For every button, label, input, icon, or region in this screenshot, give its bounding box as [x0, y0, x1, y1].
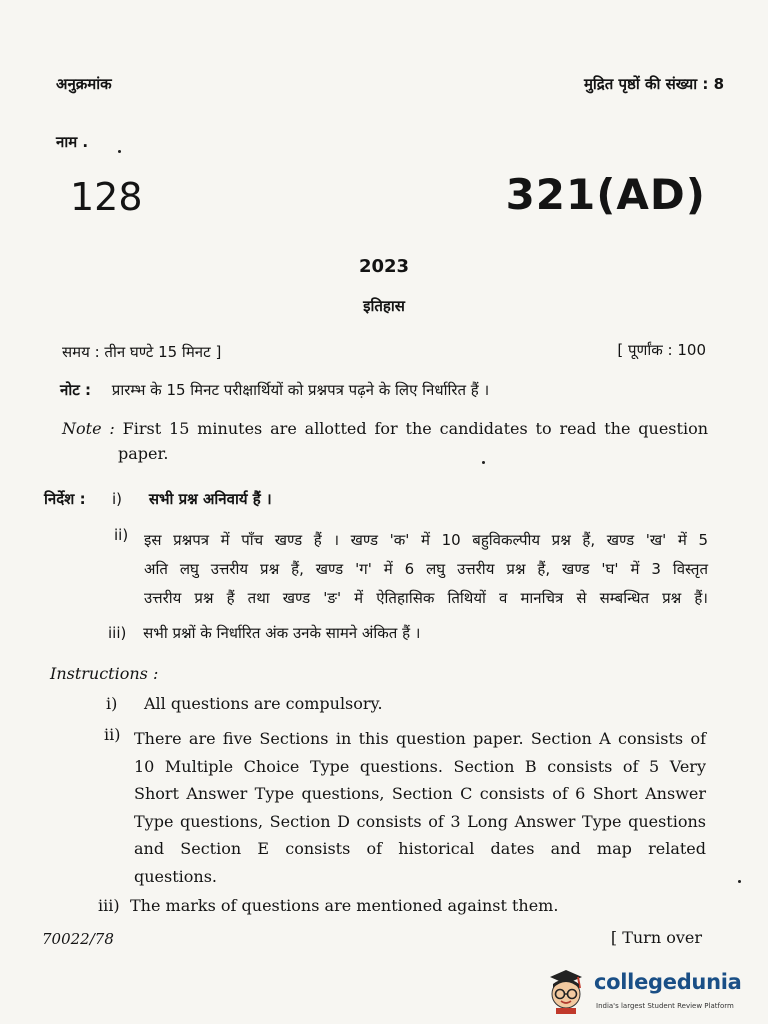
direction-hi-3-num: iii): [108, 624, 127, 642]
instruction-en-2-line-5: and Section E consists of historical dates and map related: [134, 839, 706, 858]
brand-name: collegedunia: [594, 970, 742, 994]
note-english-line-2: paper.: [118, 444, 169, 463]
direction-hi-2: [144, 526, 708, 613]
print-speck: [738, 880, 741, 883]
direction-hi-1: [112, 489, 272, 509]
subject-title: इतिहास: [363, 297, 405, 315]
brand-tagline: India's largest Student Review Platform: [596, 1002, 734, 1010]
instruction-en-3-text: The marks of questions are mentioned against them.: [130, 896, 559, 915]
exam-year: 2023: [358, 256, 410, 277]
printed-pages-label: मुद्रित पृष्ठों की संख्या : 8: [583, 75, 724, 93]
instruction-en-2-line-3: Short Answer Type questions, Section C consists of 6 Short Answer: [134, 784, 706, 803]
note-english-label: Note :: [62, 419, 115, 438]
instruction-en-2-num: ii): [104, 725, 121, 744]
instruction-en-2: [134, 725, 706, 890]
direction-hi-2-num: ii): [114, 526, 129, 544]
instruction-en-2-line-1: There are five Sections in this question paper. Section A consists of: [134, 729, 706, 748]
note-hindi-label: नोट :: [60, 381, 91, 399]
direction-hi-1-num: i): [112, 490, 123, 508]
instruction-en-1-num: i): [106, 694, 118, 713]
print-speck: [118, 150, 121, 153]
roll-number-label: अनुक्रमांक: [56, 75, 112, 93]
note-english-line-1: First 15 minutes are allotted for the candidates to read the question: [122, 419, 709, 438]
instruction-en-2-line-2: 10 Multiple Choice Type questions. Section B consists of 5 Very: [134, 756, 706, 776]
time-allowed: समय : तीन घण्टे 15 मिनट ]: [62, 343, 222, 361]
instruction-en-1-text: All questions are compulsory.: [144, 694, 383, 713]
instruction-en-2-line-4: Type questions, Section D consists of 3 Long Answer Type questions: [134, 811, 706, 831]
collegedunia-watermark: [544, 966, 740, 1020]
direction-hi-2-line-2: अति लघु उत्तरीय प्रश्न हैं, खण्ड 'ग' में 6 लघु उत्तरीय प्रश्न हैं, खण्ड 'घ' में 3 विस्तृत: [144, 560, 708, 578]
print-speck: [482, 461, 485, 464]
turn-over: [ Turn over: [610, 928, 702, 947]
name-label: नाम .: [56, 133, 89, 151]
instructions-label: Instructions :: [50, 664, 159, 683]
instruction-en-2-line-6: questions.: [134, 866, 218, 886]
direction-hi-2-line-3: उत्तरीय प्रश्न हैं तथा खण्ड 'ङ' में ऐतिहासिक तिथियों व मानचित्र से सम्बन्धित प्रश्न हैं।: [144, 589, 708, 607]
note-english: [62, 419, 708, 463]
max-marks: [ पूर्णांक : 100: [617, 341, 706, 359]
note-hindi-text: प्रारम्भ के 15 मिनट परीक्षार्थियों को प्रश्नपत्र पढ़ने के लिए निर्धारित हैं ।: [111, 381, 490, 399]
mascot-face-icon: [544, 968, 588, 1014]
paper-code: 321(AD): [505, 170, 706, 219]
directions-label: निर्देश :: [44, 490, 86, 508]
direction-hi-1-text: सभी प्रश्न अनिवार्य हैं ।: [148, 490, 272, 508]
footer-code: 70022/78: [42, 930, 114, 948]
instruction-en-3-num: iii): [98, 896, 120, 915]
direction-hi-2-line-1: इस प्रश्नपत्र में पाँच खण्ड हैं । खण्ड 'क' में 10 बहुविकल्पीय प्रश्न हैं, खण्ड 'ख' में 5: [144, 531, 708, 549]
left-code: 128: [70, 175, 143, 219]
direction-hi-3: [108, 623, 421, 643]
direction-hi-3-text: सभी प्रश्नों के निर्धारित अंक उनके सामने अंकित हैं ।: [143, 624, 421, 642]
note-hindi: [60, 380, 489, 400]
